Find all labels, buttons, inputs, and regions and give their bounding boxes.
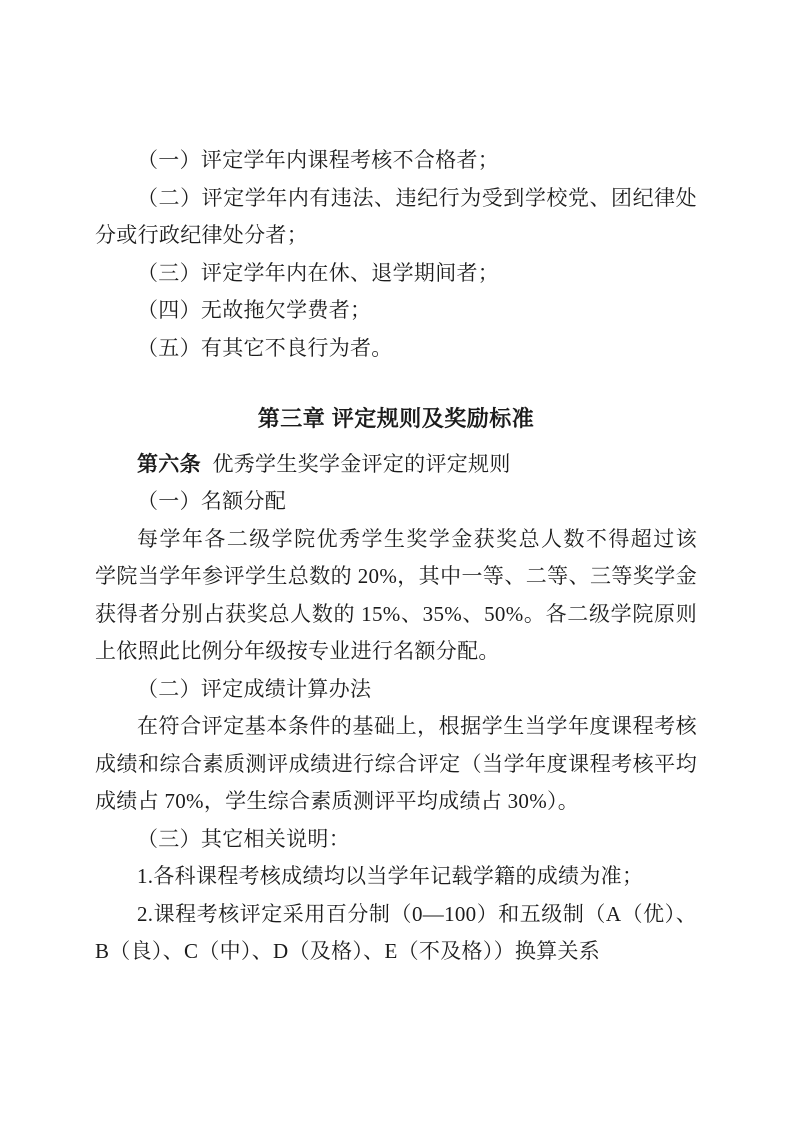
- exclusion-item-2-continued: 分或行政纪律处分者；: [95, 223, 308, 247]
- article-title: 优秀学生奖学金评定的评定规则: [212, 451, 511, 476]
- exclusion-item-4: （四）无故拖欠学费者；: [137, 298, 372, 322]
- quota-paragraph-line-1: 每学年各二级学院优秀学生奖学金获奖总人数不得超过该: [137, 526, 697, 551]
- exclusion-item-5: （五）有其它不良行为者。: [137, 335, 393, 360]
- calculation-paragraph-line-2: 成绩和综合素质测评成绩进行综合评定（当学年度课程考核平均: [95, 751, 697, 776]
- note-item-2-line-1: 2.课程考核评定采用百分制（0—100）和五级制（A（优）、: [137, 901, 697, 926]
- article-number: 第六条: [137, 451, 201, 476]
- exclusion-item-1: （一）评定学年内课程考核不合格者；: [137, 148, 500, 172]
- note-item-1: 1.各科课程考核成绩均以当学年记载学籍的成绩为准；: [137, 864, 644, 888]
- exclusion-item-3: （三）评定学年内在休、退学期间者；: [137, 260, 500, 285]
- quota-paragraph-line-3: 获得者分别占获奖总人数的 15%、35%、50%。各二级学院原则: [95, 601, 697, 626]
- calculation-paragraph-line-3: 成绩占 70%，学生综合素质测评平均成绩占 30%）。: [95, 789, 580, 813]
- quota-paragraph-line-4: 上依照此比例分年级按专业进行名额分配。: [95, 639, 500, 663]
- chapter-heading: 第三章 评定规则及奖励标准: [257, 406, 535, 431]
- calculation-paragraph-line-1: 在符合评定基本条件的基础上，根据学生当学年度课程考核: [137, 714, 697, 738]
- section-1-heading: （一）名额分配: [137, 489, 287, 513]
- section-3-heading: （三）其它相关说明：: [137, 826, 350, 851]
- quota-paragraph-line-2: 学院当学年参评学生总数的 20%，其中一等、二等、三等奖学金: [95, 564, 697, 588]
- note-item-2-line-2: B（良）、C（中）、D（及格）、E（不及格））换算关系: [95, 939, 601, 963]
- exclusion-item-2: （二）评定学年内有违法、违纪行为受到学校党、团纪律处: [137, 185, 697, 210]
- article-line: [95, 446, 697, 484]
- section-2-heading: （二）评定成绩计算办法: [137, 676, 372, 701]
